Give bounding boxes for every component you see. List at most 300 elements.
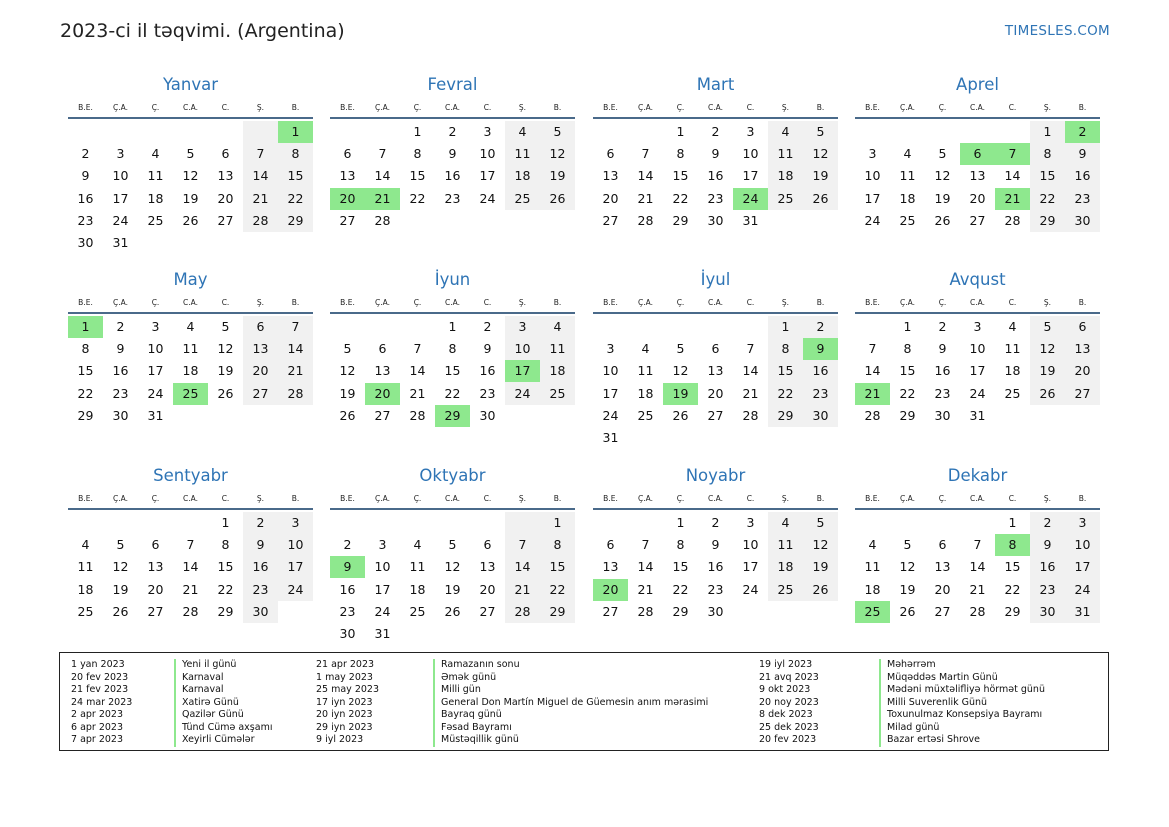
calendar-day: 27 (969, 212, 986, 228)
legend-holiday-name: Toxunulmaz Konsepsiya Bayramı (879, 709, 1042, 722)
legend-holiday-name: Yeni il günü (174, 659, 236, 672)
legend-holiday-name: Milad günü (879, 722, 939, 735)
weekday-header: Ç.A. (112, 103, 128, 112)
calendar-day: 15 (777, 363, 794, 379)
calendar-day: 3 (1078, 515, 1087, 530)
weekday-header: Ç. (413, 494, 422, 503)
calendar-day: 4 (553, 319, 562, 334)
calendar-day: 24 (969, 385, 986, 401)
calendar-day: 19 (812, 168, 829, 184)
calendar-day: 13 (217, 168, 234, 184)
calendar-day: 8 (81, 341, 90, 357)
calendar-day: 5 (816, 515, 825, 530)
calendar-day: 13 (252, 341, 269, 357)
calendar-day: 19 (934, 190, 951, 206)
calendar-day: 3 (973, 319, 982, 334)
weekday-header: Ş. (256, 103, 265, 112)
calendar-day: 2 (711, 124, 720, 139)
weekday-header: Ç.A. (112, 298, 128, 307)
weekday-header: Ç.A. (374, 494, 390, 503)
calendar-day: 15 (1039, 168, 1056, 184)
calendar-day: 11 (182, 341, 199, 357)
calendar-day: 9 (256, 537, 265, 553)
calendar-day: 9 (1043, 537, 1052, 553)
holiday-day: 21 (365, 188, 400, 210)
legend-holiday-name: Fəsad Bayramı (433, 722, 512, 735)
calendar-day: 23 (444, 190, 461, 206)
holiday-day: 7 (995, 143, 1030, 165)
weekday-header: B.E. (78, 103, 93, 112)
brand-link[interactable]: TIMESLES.COM (1004, 23, 1110, 39)
weekday-header: Ç.A. (637, 494, 653, 503)
calendar-day: 25 (637, 407, 654, 423)
weekday-header: B. (553, 103, 562, 112)
calendar-day: 30 (479, 407, 496, 423)
calendar-day: 20 (217, 190, 234, 206)
calendar-day: 20 (969, 190, 986, 206)
calendar-day: 27 (217, 212, 234, 228)
holiday-day: 17 (505, 360, 540, 382)
calendar-day: 7 (378, 146, 387, 162)
calendar-day: 21 (969, 581, 986, 597)
calendar-day: 18 (899, 190, 916, 206)
weekday-header: Ç. (676, 103, 685, 112)
weekday-header: Ç. (938, 298, 947, 307)
calendar-day: 21 (409, 385, 426, 401)
calendar-day: 13 (602, 559, 619, 575)
calendar-day: 14 (864, 363, 881, 379)
calendar-day: 28 (864, 407, 881, 423)
calendar-day: 18 (147, 190, 164, 206)
calendar-day: 30 (1039, 603, 1056, 619)
calendar-day: 22 (549, 581, 566, 597)
calendar-day: 8 (413, 146, 422, 162)
legend-holiday-name: Milli gün (433, 684, 481, 697)
calendar-day: 26 (1039, 385, 1056, 401)
calendar-day: 14 (252, 168, 269, 184)
legend-date: 20 fev 2023 (71, 671, 129, 683)
calendar-day: 30 (934, 407, 951, 423)
legend-holiday-name: Qazilər Günü (174, 709, 244, 722)
calendar-day: 21 (637, 190, 654, 206)
calendar-day: 25 (77, 603, 94, 619)
calendar-day: 15 (672, 559, 689, 575)
weekday-header: Ç.A. (637, 103, 653, 112)
calendar-day: 21 (182, 581, 199, 597)
calendar-day: 12 (112, 559, 129, 575)
calendar-day: 1 (903, 319, 912, 334)
calendar-day: 7 (186, 537, 195, 553)
calendar-day: 16 (444, 168, 461, 184)
calendar-day: 23 (479, 385, 496, 401)
legend-date: 29 iyn 2023 (316, 721, 373, 733)
month-name: Noyabr (685, 466, 746, 485)
calendar-day: 25 (1004, 385, 1021, 401)
weekday-header: C. (1008, 298, 1017, 307)
calendar-day: 20 (602, 190, 619, 206)
month-name: İyul (700, 270, 731, 289)
header-divider (68, 312, 313, 314)
weekday-header: C.A. (182, 298, 198, 307)
calendar-day: 26 (444, 603, 461, 619)
legend-date: 9 iyl 2023 (316, 734, 364, 745)
calendar-day: 6 (1078, 319, 1087, 334)
calendar-day: 1 (553, 515, 562, 530)
calendar-day: 16 (77, 190, 94, 206)
calendar-day: 11 (147, 168, 164, 184)
weekday-header: Ş. (781, 298, 790, 307)
calendar-day: 5 (343, 341, 352, 357)
holiday-day: 2 (1065, 121, 1100, 143)
legend-holiday-name: Xatirə Günü (174, 697, 239, 710)
calendar-day: 1 (221, 515, 230, 530)
weekday-header: C. (1008, 494, 1017, 503)
legend-date: 17 iyn 2023 (316, 696, 373, 708)
calendar-day: 6 (606, 146, 615, 162)
calendar-day: 13 (479, 559, 496, 575)
calendar-day: 11 (409, 559, 426, 575)
legend-date: 6 apr 2023 (71, 721, 124, 733)
calendar-day: 19 (1039, 363, 1056, 379)
calendar-day: 30 (252, 603, 269, 619)
calendar-day: 4 (518, 124, 527, 139)
calendar-day: 27 (1074, 385, 1091, 401)
calendar-day: 15 (217, 559, 234, 575)
calendar-day: 29 (549, 603, 566, 619)
weekday-header: C. (221, 298, 230, 307)
calendar-day: 1 (1008, 515, 1017, 530)
weekday-header: C.A. (707, 494, 723, 503)
calendar-day: 19 (444, 581, 461, 597)
legend-holiday-name: Bayraq günü (433, 709, 502, 722)
calendar-day: 22 (444, 385, 461, 401)
weekday-header: C.A. (444, 494, 460, 503)
calendar-day: 20 (147, 581, 164, 597)
calendar-day: 9 (483, 341, 492, 357)
calendar-day: 30 (339, 626, 356, 641)
calendar-day: 12 (672, 363, 689, 379)
calendar-day: 14 (182, 559, 199, 575)
weekday-header: B. (816, 103, 825, 112)
weekday-header: Ş. (1043, 494, 1052, 503)
calendar-day: 14 (514, 559, 531, 575)
calendar-day: 29 (1039, 212, 1056, 228)
calendar-day: 27 (252, 385, 269, 401)
calendar-day: 12 (182, 168, 199, 184)
weekday-header: B. (291, 298, 300, 307)
calendar-day: 5 (553, 124, 562, 139)
calendar-day: 26 (217, 385, 234, 401)
header-divider (593, 508, 838, 510)
weekday-header: C.A. (707, 298, 723, 307)
calendar-day: 2 (256, 515, 265, 530)
calendar-day: 9 (938, 341, 947, 357)
calendar-day: 31 (147, 407, 164, 423)
header-divider (593, 312, 838, 314)
calendar-day: 10 (147, 341, 164, 357)
calendar-day: 17 (742, 559, 759, 575)
calendar-day: 21 (287, 363, 304, 379)
month-name: Fevral (427, 75, 478, 94)
calendar-day: 26 (112, 603, 129, 619)
calendar-day: 19 (182, 190, 199, 206)
legend-holiday-name: Əmək günü (433, 672, 496, 685)
calendar-day: 5 (938, 146, 947, 162)
calendar-day: 18 (514, 168, 531, 184)
calendar-day: 10 (374, 559, 391, 575)
calendar-day: 6 (711, 341, 720, 357)
calendar-day: 7 (868, 341, 877, 357)
legend-date: 2 apr 2023 (71, 709, 124, 720)
calendar-day: 12 (339, 363, 356, 379)
page-title: 2023-ci il təqvimi. (Argentina) (60, 20, 345, 42)
weekday-header: C. (221, 103, 230, 112)
calendar-day: 6 (256, 319, 265, 334)
calendar-day: 6 (938, 537, 947, 553)
calendar-day: 8 (903, 341, 912, 357)
weekday-header: B. (553, 298, 562, 307)
calendar-day: 28 (252, 212, 269, 228)
header-divider (68, 117, 313, 119)
calendar-day: 22 (899, 385, 916, 401)
calendar-day: 23 (1039, 581, 1056, 597)
calendar-day: 22 (1004, 581, 1021, 597)
calendar-day: 4 (81, 537, 90, 553)
calendar-day: 22 (217, 581, 234, 597)
weekday-header: B. (1078, 298, 1087, 307)
calendar-day: 24 (514, 385, 531, 401)
calendar-day: 29 (672, 212, 689, 228)
calendar-day: 15 (1004, 559, 1021, 575)
calendar-day: 17 (479, 168, 496, 184)
calendar-day: 23 (112, 385, 129, 401)
weekday-header: Ş. (518, 298, 527, 307)
calendar-day: 12 (812, 537, 829, 553)
calendar-day: 19 (112, 581, 129, 597)
weekday-header: C.A. (444, 298, 460, 307)
header-divider (593, 117, 838, 119)
header-divider (68, 508, 313, 510)
calendar-day: 9 (448, 146, 457, 162)
calendar-day: 27 (602, 603, 619, 619)
holiday-day: 8 (995, 534, 1030, 556)
calendar-day: 2 (938, 319, 947, 334)
calendar-day: 27 (147, 603, 164, 619)
calendar-day: 24 (479, 190, 496, 206)
weekday-header: Ç. (151, 103, 160, 112)
calendar-day: 17 (864, 190, 881, 206)
calendar-day: 7 (256, 146, 265, 162)
header-divider (855, 508, 1100, 510)
calendar-day: 29 (1004, 603, 1021, 619)
weekday-header: C.A. (707, 103, 723, 112)
calendar-day: 31 (112, 235, 129, 250)
calendar-day: 26 (899, 603, 916, 619)
calendar-day: 14 (374, 168, 391, 184)
calendar-day: 5 (221, 319, 230, 334)
weekday-header: C.A. (182, 103, 198, 112)
weekday-header: Ç. (151, 298, 160, 307)
calendar-day: 30 (707, 212, 724, 228)
calendar-day: 19 (812, 559, 829, 575)
month-name: Dekabr (947, 466, 1008, 485)
calendar-day: 19 (549, 168, 566, 184)
holiday-day: 9 (803, 338, 838, 360)
calendar-day: 10 (864, 168, 881, 184)
legend-date: 8 dek 2023 (759, 709, 813, 720)
calendar-day: 15 (444, 363, 461, 379)
holiday-day: 20 (593, 579, 628, 601)
calendar-day: 5 (816, 124, 825, 139)
calendar-day: 17 (112, 190, 129, 206)
calendar-day: 14 (409, 363, 426, 379)
calendar-day: 26 (812, 581, 829, 597)
calendar-day: 11 (777, 537, 794, 553)
calendar-day: 12 (217, 341, 234, 357)
calendar-day: 22 (777, 385, 794, 401)
weekday-header: C. (483, 494, 492, 503)
calendar-day: 13 (707, 363, 724, 379)
calendar-day: 29 (77, 407, 94, 423)
calendar-day: 5 (448, 537, 457, 553)
weekday-header: Ç.A. (899, 494, 915, 503)
weekday-header: B. (291, 103, 300, 112)
calendar-day: 5 (676, 341, 685, 357)
weekday-header: Ş. (518, 103, 527, 112)
calendar-day: 21 (637, 581, 654, 597)
calendar-day: 26 (182, 212, 199, 228)
calendar-day: 7 (413, 341, 422, 357)
weekday-header: Ç.A. (899, 298, 915, 307)
weekday-header: Ç. (938, 494, 947, 503)
calendar-day: 14 (1004, 168, 1021, 184)
legend-holiday-name: Karnaval (174, 684, 224, 697)
calendar-day: 8 (221, 537, 230, 553)
weekday-header: Ş. (256, 298, 265, 307)
calendar-day: 16 (252, 559, 269, 575)
weekday-header: Ç. (413, 103, 422, 112)
calendar-day: 14 (287, 341, 304, 357)
legend-holiday-name: Karnaval (174, 672, 224, 685)
calendar-day: 25 (777, 581, 794, 597)
weekday-header: Ş. (518, 494, 527, 503)
calendar-day: 11 (899, 168, 916, 184)
calendar-day: 25 (147, 212, 164, 228)
calendar-day: 18 (409, 581, 426, 597)
calendar-day: 23 (934, 385, 951, 401)
calendar-day: 22 (287, 190, 304, 206)
header-divider (330, 117, 575, 119)
calendar-day: 12 (934, 168, 951, 184)
legend-date: 20 noy 2023 (759, 696, 819, 708)
calendar-day: 15 (899, 363, 916, 379)
calendar-day: 27 (339, 212, 356, 228)
weekday-header: Ş. (781, 494, 790, 503)
calendar-day: 5 (1043, 319, 1052, 334)
holiday-day: 6 (960, 143, 995, 165)
calendar-day: 1 (413, 124, 422, 139)
header-divider (330, 312, 575, 314)
calendar-day: 1 (676, 124, 685, 139)
legend-date: 21 avq 2023 (759, 671, 819, 683)
calendar-day: 20 (252, 363, 269, 379)
calendar-day: 8 (676, 146, 685, 162)
calendar-day: 16 (707, 559, 724, 575)
calendar-day: 17 (287, 559, 304, 575)
weekday-header: Ç. (676, 494, 685, 503)
holiday-day: 21 (995, 188, 1030, 210)
calendar-day: 21 (514, 581, 531, 597)
weekday-header: C.A. (444, 103, 460, 112)
calendar-day: 12 (1039, 341, 1056, 357)
weekday-header: B. (291, 494, 300, 503)
calendar-day: 19 (217, 363, 234, 379)
month-name: Avqust (949, 270, 1006, 289)
calendar-day: 28 (182, 603, 199, 619)
calendar-day: 6 (221, 146, 230, 162)
calendar-day: 28 (409, 407, 426, 423)
calendar-day: 11 (77, 559, 94, 575)
calendar-day: 16 (812, 363, 829, 379)
holiday-day: 1 (68, 316, 103, 338)
calendar-day: 13 (1074, 341, 1091, 357)
weekday-header: B.E. (340, 298, 355, 307)
calendar-day: 13 (934, 559, 951, 575)
weekday-header: Ç.A. (899, 103, 915, 112)
calendar-day: 30 (1074, 212, 1091, 228)
calendar-day: 1 (676, 515, 685, 530)
legend-date: 25 may 2023 (316, 684, 380, 695)
calendar-day: 12 (899, 559, 916, 575)
calendar-day: 10 (112, 168, 129, 184)
calendar-day: 10 (514, 341, 531, 357)
calendar-day: 28 (637, 212, 654, 228)
calendar-day: 28 (374, 212, 391, 228)
calendar-day: 5 (903, 537, 912, 553)
calendar-day: 15 (549, 559, 566, 575)
calendar-day: 17 (969, 363, 986, 379)
calendar-day: 6 (606, 537, 615, 553)
calendar-day: 29 (672, 603, 689, 619)
calendar-day: 4 (781, 515, 790, 530)
calendar-day: 28 (1004, 212, 1021, 228)
calendar-day: 3 (518, 319, 527, 334)
calendar-day: 14 (969, 559, 986, 575)
calendar-day: 14 (637, 168, 654, 184)
calendar-day: 29 (287, 212, 304, 228)
legend-date: 25 dek 2023 (759, 721, 819, 733)
weekday-header: B. (1078, 494, 1087, 503)
calendar-day: 8 (781, 341, 790, 357)
calendar-day: 13 (969, 168, 986, 184)
calendar-day: 7 (746, 341, 755, 357)
calendar-day: 15 (77, 363, 94, 379)
calendar-day: 8 (1043, 146, 1052, 162)
calendar-day: 27 (707, 407, 724, 423)
calendar-day: 18 (77, 581, 94, 597)
legend-holiday-name: Xeyirli Cümələr (174, 734, 255, 747)
calendar-day: 23 (77, 212, 94, 228)
calendar-day: 27 (602, 212, 619, 228)
weekday-header: C.A. (969, 494, 985, 503)
calendar-day: 31 (969, 407, 986, 423)
weekday-header: B.E. (865, 494, 880, 503)
calendar-day: 21 (252, 190, 269, 206)
legend-holiday-name: Mədəni müxtəlifliyə hörmət günü (879, 684, 1045, 697)
calendar-day: 2 (1043, 515, 1052, 530)
calendar-day: 23 (707, 190, 724, 206)
month-name: Mart (696, 75, 735, 94)
